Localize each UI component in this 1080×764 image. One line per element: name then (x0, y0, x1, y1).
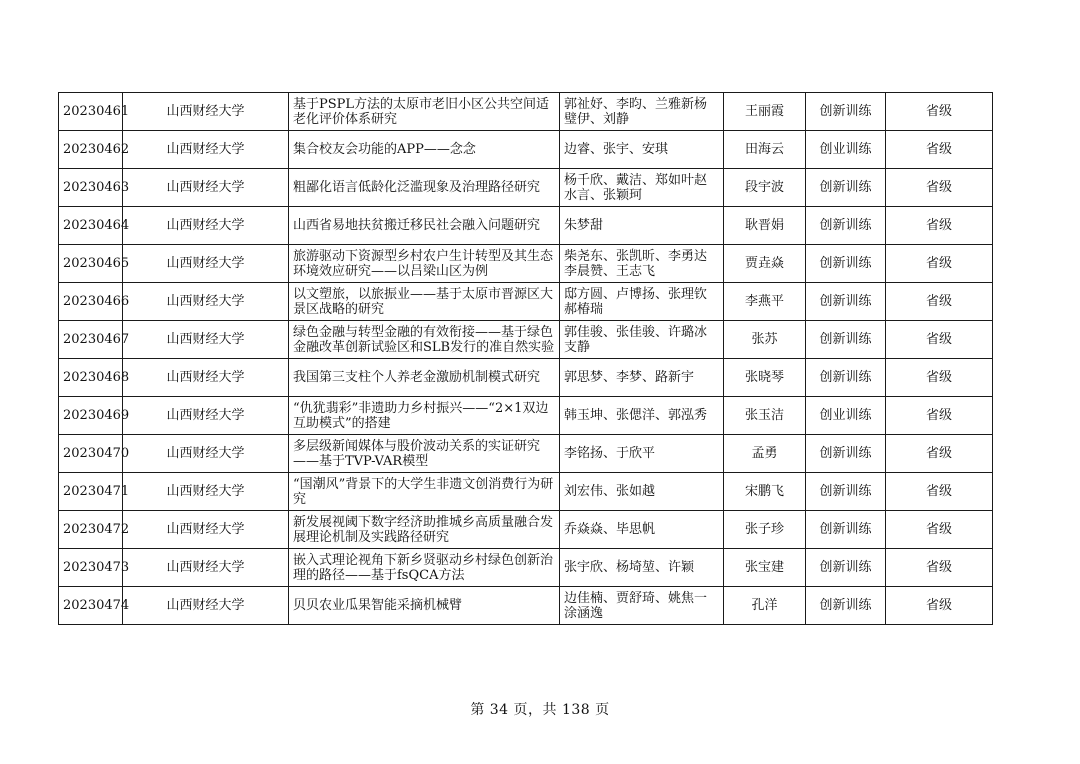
members-cell: 杨千欣、戴洁、郑如叶赵水言、张颖珂 (560, 169, 724, 207)
level-cell: 省级 (886, 473, 993, 511)
school-cell: 山西财经大学 (123, 473, 289, 511)
project-id-cell: 20230473 (59, 549, 123, 587)
members-cell: 边佳楠、贾舒琦、姚焦一涂涵逸 (560, 587, 724, 625)
members-cell: 边睿、张宇、安琪 (560, 131, 724, 169)
advisor-cell: 耿晋娟 (724, 207, 806, 245)
project-title-cell: 基于PSPL方法的太原市老旧小区公共空间适老化评价体系研究 (289, 93, 560, 131)
school-cell: 山西财经大学 (123, 131, 289, 169)
advisor-cell: 张子珍 (724, 511, 806, 549)
level-cell: 省级 (886, 511, 993, 549)
project-title-cell: 新发展视阈下数字经济助推城乡高质量融合发展理论机制及实践路径研究 (289, 511, 560, 549)
project-title-cell: “国潮风”背景下的大学生非遗文创消费行为研究 (289, 473, 560, 511)
project-id-cell: 20230472 (59, 511, 123, 549)
project-id-cell: 20230465 (59, 245, 123, 283)
project-id-cell: 20230470 (59, 435, 123, 473)
advisor-cell: 宋鹏飞 (724, 473, 806, 511)
project-type-cell: 创新训练 (806, 473, 886, 511)
school-cell: 山西财经大学 (123, 245, 289, 283)
page-number: 第 34 页，共 138 页 (470, 702, 610, 718)
level-cell: 省级 (886, 321, 993, 359)
project-type-cell: 创新训练 (806, 587, 886, 625)
project-type-cell: 创新训练 (806, 245, 886, 283)
table-row (59, 587, 993, 625)
advisor-cell: 孟勇 (724, 435, 806, 473)
project-type-cell: 创新训练 (806, 93, 886, 131)
school-cell: 山西财经大学 (123, 169, 289, 207)
table-row (59, 131, 993, 169)
project-id-cell: 20230461 (59, 93, 123, 131)
project-id-cell: 20230467 (59, 321, 123, 359)
school-cell: 山西财经大学 (123, 587, 289, 625)
school-cell: 山西财经大学 (123, 549, 289, 587)
project-title-cell: 以文塑旅，以旅振业——基于太原市晋源区大景区战略的研究 (289, 283, 560, 321)
table-row (59, 549, 993, 587)
school-cell: 山西财经大学 (123, 283, 289, 321)
school-cell: 山西财经大学 (123, 511, 289, 549)
project-id-cell: 20230474 (59, 587, 123, 625)
advisor-cell: 贾垚焱 (724, 245, 806, 283)
project-id-cell: 20230471 (59, 473, 123, 511)
advisor-cell: 段宇波 (724, 169, 806, 207)
table-row (59, 169, 993, 207)
project-id-cell: 20230463 (59, 169, 123, 207)
project-table (58, 92, 993, 625)
project-title-cell: “仇犹翡彩”非遗助力乡村振兴——“2×1双边互助模式”的搭建 (289, 397, 560, 435)
project-type-cell: 创新训练 (806, 511, 886, 549)
project-type-cell: 创新训练 (806, 169, 886, 207)
school-cell: 山西财经大学 (123, 93, 289, 131)
school-cell: 山西财经大学 (123, 435, 289, 473)
project-type-cell: 创业训练 (806, 397, 886, 435)
advisor-cell: 田海云 (724, 131, 806, 169)
project-id-cell: 20230468 (59, 359, 123, 397)
table-row (59, 207, 993, 245)
project-title-cell: 贝贝农业瓜果智能采摘机械臂 (289, 587, 560, 625)
project-title-cell: 旅游驱动下资源型乡村农户生计转型及其生态环境效应研究——以吕梁山区为例 (289, 245, 560, 283)
project-title-cell: 我国第三支柱个人养老金激励机制模式研究 (289, 359, 560, 397)
members-cell: 郭佳骏、张佳骏、许璐冰支静 (560, 321, 724, 359)
members-cell: 张宇欣、杨埼堃、许颖 (560, 549, 724, 587)
members-cell: 乔焱焱、毕思帆 (560, 511, 724, 549)
level-cell: 省级 (886, 397, 993, 435)
members-cell: 邸方圆、卢博扬、张理钦郝椿瑞 (560, 283, 724, 321)
level-cell: 省级 (886, 131, 993, 169)
table-row (59, 283, 993, 321)
project-title-cell: 山西省易地扶贫搬迁移民社会融入问题研究 (289, 207, 560, 245)
advisor-cell: 王丽霞 (724, 93, 806, 131)
members-cell: 郭祉妤、李昀、兰雅新杨璧伊、刘静 (560, 93, 724, 131)
project-type-cell: 创新训练 (806, 321, 886, 359)
table-row (59, 245, 993, 283)
project-id-cell: 20230462 (59, 131, 123, 169)
project-title-cell: 嵌入式理论视角下新乡贤驱动乡村绿色创新治理的路径——基于fsQCA方法 (289, 549, 560, 587)
school-cell: 山西财经大学 (123, 397, 289, 435)
project-type-cell: 创新训练 (806, 207, 886, 245)
project-type-cell: 创新训练 (806, 359, 886, 397)
school-cell: 山西财经大学 (123, 321, 289, 359)
advisor-cell: 张宝建 (724, 549, 806, 587)
table-row (59, 321, 993, 359)
project-type-cell: 创新训练 (806, 435, 886, 473)
advisor-cell: 张苏 (724, 321, 806, 359)
project-title-cell: 绿色金融与转型金融的有效衔接——基于绿色金融改革创新试验区和SLB发行的准自然实验 (289, 321, 560, 359)
members-cell: 郭思梦、李梦、路新宇 (560, 359, 724, 397)
table-row (59, 359, 993, 397)
table-row (59, 511, 993, 549)
members-cell: 柴尧东、张凯昕、李勇达李晨赞、王志飞 (560, 245, 724, 283)
members-cell: 刘宏伟、张如越 (560, 473, 724, 511)
project-id-cell: 20230464 (59, 207, 123, 245)
table-row (59, 473, 993, 511)
project-title-cell: 多层级新闻媒体与股价波动关系的实证研究——基于TVP-VAR模型 (289, 435, 560, 473)
level-cell: 省级 (886, 359, 993, 397)
advisor-cell: 孔洋 (724, 587, 806, 625)
level-cell: 省级 (886, 169, 993, 207)
project-id-cell: 20230466 (59, 283, 123, 321)
level-cell: 省级 (886, 283, 993, 321)
table-row (59, 435, 993, 473)
level-cell: 省级 (886, 207, 993, 245)
table-row (59, 397, 993, 435)
project-title-cell: 粗鄙化语言低龄化泛滥现象及治理路径研究 (289, 169, 560, 207)
project-type-cell: 创新训练 (806, 283, 886, 321)
level-cell: 省级 (886, 435, 993, 473)
table-row (59, 93, 993, 131)
project-title-cell: 集合校友会功能的APP——念念 (289, 131, 560, 169)
advisor-cell: 张玉洁 (724, 397, 806, 435)
project-type-cell: 创新训练 (806, 549, 886, 587)
level-cell: 省级 (886, 549, 993, 587)
school-cell: 山西财经大学 (123, 207, 289, 245)
level-cell: 省级 (886, 245, 993, 283)
school-cell: 山西财经大学 (123, 359, 289, 397)
level-cell: 省级 (886, 93, 993, 131)
members-cell: 韩玉坤、张偲洋、郭泓秀 (560, 397, 724, 435)
project-type-cell: 创业训练 (806, 131, 886, 169)
members-cell: 朱梦甜 (560, 207, 724, 245)
project-id-cell: 20230469 (59, 397, 123, 435)
members-cell: 李铭扬、于欣平 (560, 435, 724, 473)
table-body (59, 93, 993, 625)
level-cell: 省级 (886, 587, 993, 625)
advisor-cell: 张晓琴 (724, 359, 806, 397)
advisor-cell: 李燕平 (724, 283, 806, 321)
